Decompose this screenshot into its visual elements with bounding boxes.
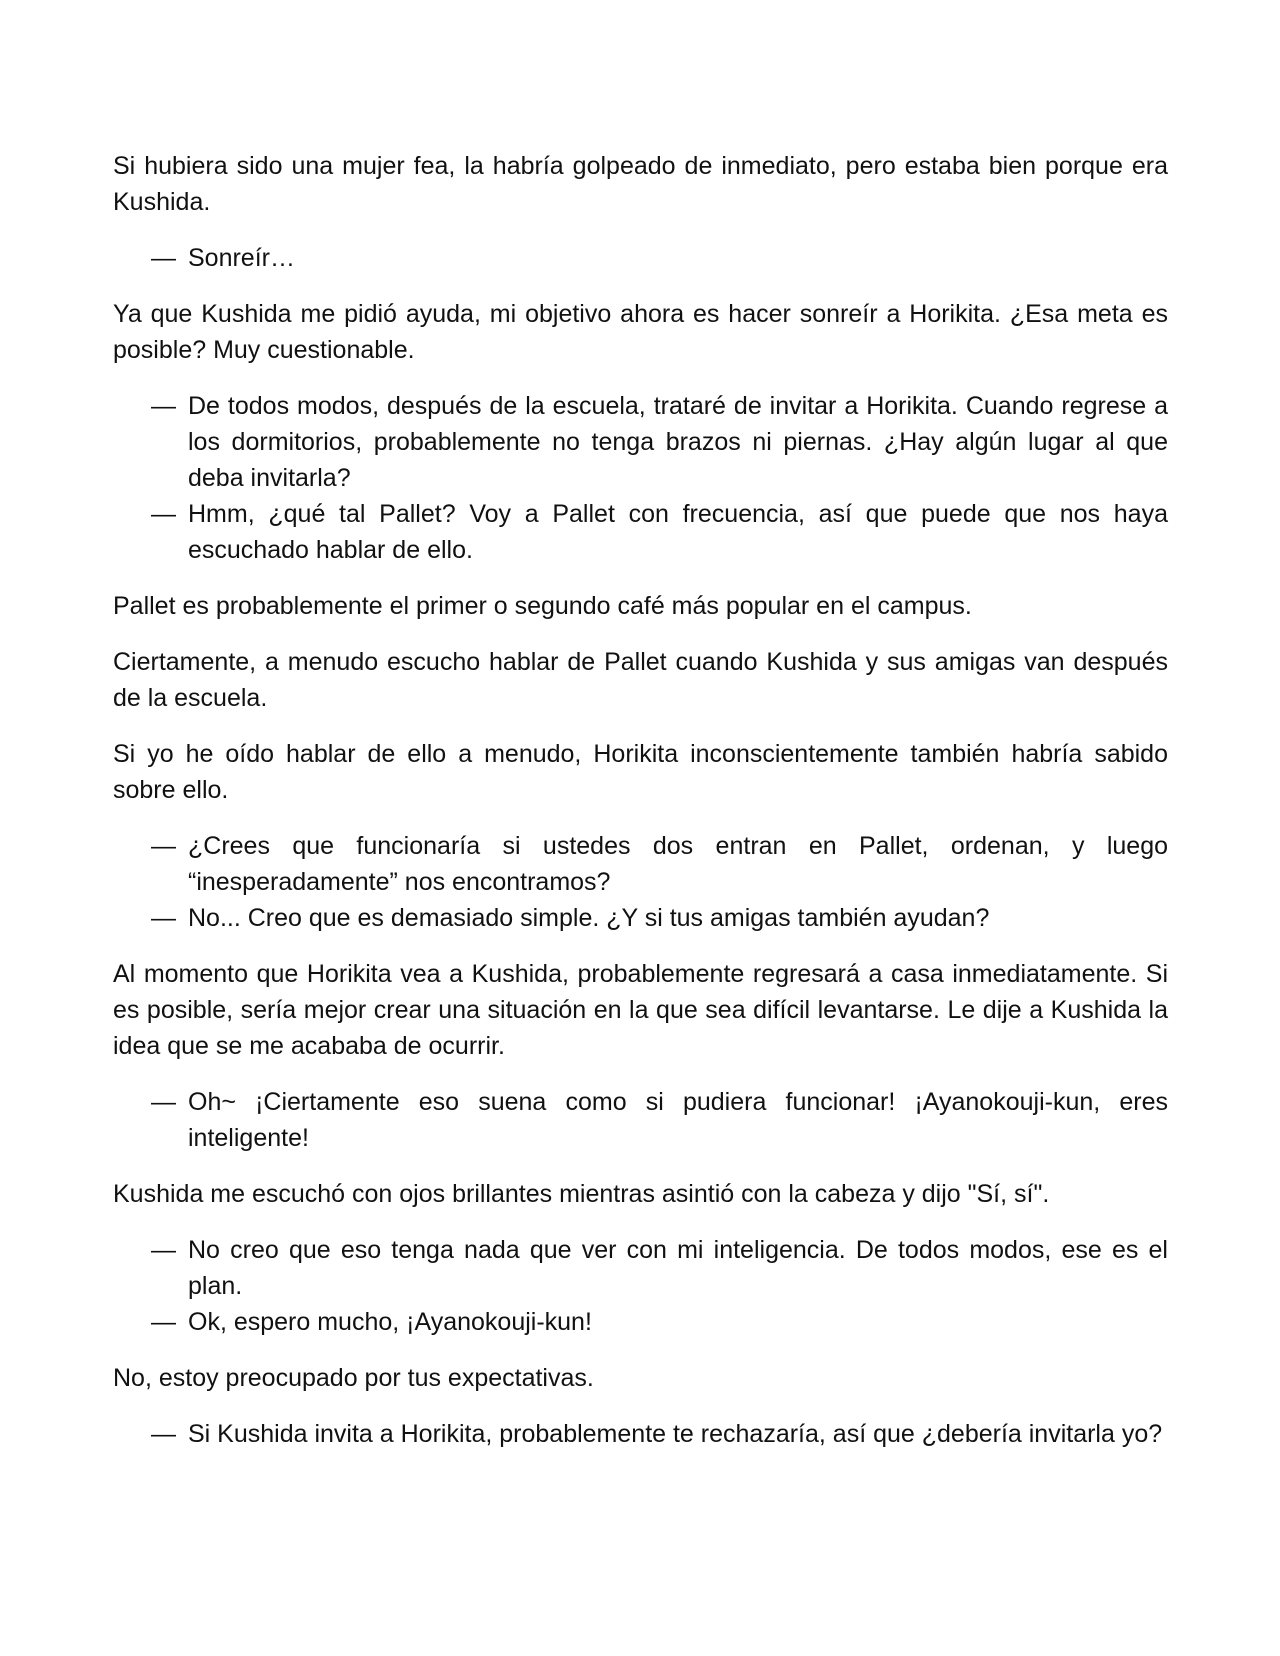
document-page [113, 148, 1168, 1472]
dialogue-line [113, 1084, 1168, 1156]
dialogue-group [113, 1232, 1168, 1340]
dialogue-group [113, 1084, 1168, 1156]
narration-paragraph: Si hubiera sido una mujer fea, la habría golpeado de inmediato, pero estaba bien porque era Kushida. [113, 152, 1168, 216]
dialogue-group [113, 1416, 1168, 1452]
narration-paragraph: No, estoy preocupado por tus expectativas. [113, 1364, 594, 1392]
dialogue-line [113, 1416, 1168, 1452]
dialogue-dash: — [151, 244, 176, 272]
narration-paragraph: Kushida me escuchó con ojos brillantes mientras asintió con la cabeza y dijo "Sí, sí". [113, 1180, 1050, 1208]
dialogue-line [113, 900, 1168, 936]
narration-paragraph: Pallet es probablemente el primer o segundo café más popular en el campus. [113, 592, 972, 620]
dialogue-dash: — [151, 1420, 176, 1448]
dialogue-line [113, 1304, 1168, 1340]
dialogue-dash: — [151, 832, 176, 860]
narration-paragraph: Al momento que Horikita vea a Kushida, probablemente regresará a casa inmediatamente. Si es posible, sería mejor crear una situación en la que sea difícil levantarse. Le dije a Kushida la idea que se me acababa de ocurrir. [113, 960, 1168, 1060]
dialogue-line [113, 496, 1168, 568]
dialogue-dash: — [151, 392, 176, 420]
dialogue-line [113, 1232, 1168, 1304]
dialogue-text: Sonreír… [188, 244, 295, 272]
narration-paragraph: Ya que Kushida me pidió ayuda, mi objetivo ahora es hacer sonreír a Horikita. ¿Esa meta es posible? Muy cuestionable. [113, 300, 1168, 364]
dialogue-text: No... Creo que es demasiado simple. ¿Y si tus amigas también ayudan? [188, 904, 990, 932]
dialogue-line [113, 828, 1168, 900]
narration-paragraph: Ciertamente, a menudo escucho hablar de Pallet cuando Kushida y sus amigas van después de la escuela. [113, 648, 1168, 712]
dialogue-text: ¿Crees que funcionaría si ustedes dos entran en Pallet, ordenan, y luego “inesperadamente” nos encontramos? [188, 832, 1168, 896]
dialogue-group [113, 828, 1168, 936]
dialogue-dash: — [151, 1088, 176, 1116]
dialogue-dash: — [151, 500, 176, 528]
dialogue-dash: — [151, 1308, 176, 1336]
dialogue-dash: — [151, 904, 176, 932]
dialogue-group [113, 240, 1168, 276]
dialogue-line [113, 240, 1168, 276]
dialogue-group [113, 388, 1168, 568]
dialogue-text: Oh~ ¡Ciertamente eso suena como si pudiera funcionar! ¡Ayanokouji-kun, eres inteligente! [188, 1088, 1168, 1152]
dialogue-text: Hmm, ¿qué tal Pallet? Voy a Pallet con frecuencia, así que puede que nos haya escuchado hablar de ello. [188, 500, 1168, 564]
dialogue-text: De todos modos, después de la escuela, trataré de invitar a Horikita. Cuando regrese a los dormitorios, probablemente no tenga brazos ni piernas. ¿Hay algún lugar al que deba invitarla? [188, 392, 1168, 492]
dialogue-text: Ok, espero mucho, ¡Ayanokouji-kun! [188, 1308, 592, 1336]
dialogue-text: No creo que eso tenga nada que ver con mi inteligencia. De todos modos, ese es el plan. [188, 1236, 1168, 1300]
dialogue-text: Si Kushida invita a Horikita, probablemente te rechazaría, así que ¿debería invitarla yo? [188, 1420, 1163, 1448]
dialogue-line [113, 388, 1168, 496]
dialogue-dash: — [151, 1236, 176, 1264]
narration-paragraph: Si yo he oído hablar de ello a menudo, Horikita inconscientemente también habría sabido sobre ello. [113, 740, 1168, 804]
